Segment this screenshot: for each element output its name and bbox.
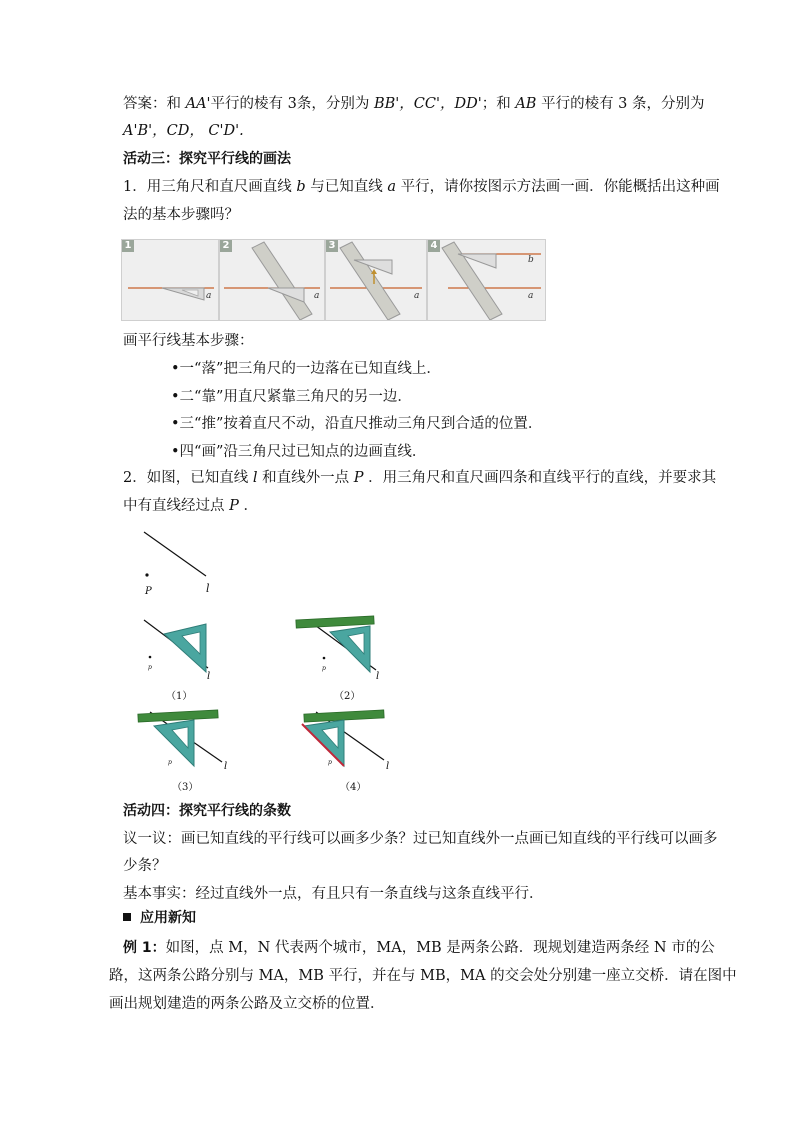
- point-p: [145, 573, 148, 576]
- step-number-3: 3: [326, 240, 338, 252]
- q2-text-a: 2．如图，已知直线: [123, 470, 253, 486]
- q2-line2-c: ．: [238, 498, 258, 514]
- label-p-2: p: [322, 665, 326, 672]
- example-text-1: 如图，点 M，N 代表两个城市，MA，MB 是两条公路．现规划建造两条经 N 市的公: [165, 940, 715, 956]
- label-l-2: l: [376, 671, 380, 682]
- q2-text-c: 和直线外一点: [257, 470, 354, 486]
- step-illustration-4: [428, 240, 545, 320]
- q2-var-l: l: [252, 470, 258, 486]
- step-number-1: 1: [122, 240, 134, 252]
- step-panel-3: [325, 239, 427, 321]
- q1-var-a: a: [387, 179, 397, 195]
- answer-prefix: 答案：和: [123, 96, 186, 112]
- example-label: 例 1：: [123, 940, 166, 956]
- caption-1: （1）: [166, 691, 193, 702]
- label-b-4: b: [528, 255, 534, 265]
- label-p: P: [145, 586, 152, 597]
- line-l: [144, 532, 206, 576]
- example-line-1: [123, 938, 715, 958]
- label-p-3: p: [168, 759, 172, 766]
- answer-mid2: ；和: [481, 96, 516, 112]
- answer-post: 平行的棱有 3 条，分别为: [536, 96, 705, 112]
- ruler-3: [138, 710, 218, 722]
- section-bullet-square: [123, 913, 131, 921]
- step-3: •三“推”按着直尺不动，沿直尺推动三角尺到合适的位置．: [171, 416, 543, 432]
- label-l-1: l: [207, 671, 211, 682]
- example-line-2: 路，这两条公路分别与 MA，MB 平行，并在与 MB，MA 的交会处分别建一座立交桥．请在图中: [109, 968, 737, 984]
- q1-text-a: 1．用三角尺和直尺画直线: [123, 179, 297, 195]
- example-line-3: 画出规划建造的两条公路及立交桥的位置．: [109, 996, 385, 1012]
- activity3-title: 活动三：探究平行线的画法: [123, 151, 291, 167]
- answer-mid: 平行的棱有 3条，分别为: [210, 96, 374, 112]
- answer-line-1: [123, 94, 705, 114]
- label-p-4: p: [328, 759, 332, 766]
- apply-title: 应用新知: [140, 910, 196, 926]
- q1-var-b: b: [296, 179, 306, 195]
- question-1-line-2: 法的基本步骤吗？: [123, 207, 239, 223]
- answer-line-2: A'B'，CD， C'D'.: [123, 123, 244, 139]
- label-a-4: a: [528, 291, 534, 301]
- step-number-4: 4: [428, 240, 440, 252]
- label-p-1: p: [148, 664, 152, 671]
- step-illustration-2: [220, 240, 324, 320]
- question-2-line-2: [123, 496, 258, 516]
- parallel-construction-diagram: [130, 528, 400, 798]
- step-panel-4: [427, 239, 546, 321]
- q2-var-p: P: [353, 470, 364, 486]
- question-2-line-1: [123, 468, 716, 488]
- step-number-2: 2: [220, 240, 232, 252]
- q2-line2-p: P: [229, 498, 239, 514]
- q2-line2-a: 中有直线经过点: [123, 498, 230, 514]
- question-1-line-1: [123, 177, 720, 197]
- step-illustration-3: [326, 240, 426, 320]
- label-l-4: l: [386, 761, 390, 772]
- label-a-3: a: [414, 291, 420, 301]
- label-l-3: l: [224, 761, 228, 772]
- discuss-line-2: 少条？: [123, 858, 167, 874]
- q1-text-c: 与已知直线: [305, 179, 388, 195]
- label-l: l: [206, 582, 210, 595]
- discuss-line-1: 议一议：画已知直线的平行线可以画多少条？过已知直线外一点画已知直线的平行线可以画多: [123, 831, 718, 847]
- q2-text-e: ．用三角尺和直尺画四条和直线平行的直线，并要求其: [363, 470, 717, 486]
- step-panel-1: [121, 239, 219, 321]
- edge-aa: AA': [185, 96, 211, 112]
- edge-list-1: BB'，CC'，DD': [374, 96, 482, 112]
- label-a-2: a: [314, 291, 320, 301]
- caption-2: （2）: [334, 691, 361, 702]
- steps-title: 画平行线基本步骤：: [123, 333, 254, 349]
- step-illustration-1: [122, 240, 218, 320]
- activity4-title: 活动四：探究平行线的条数: [123, 803, 291, 819]
- step-2: •二“靠”用直尺紧靠三角尺的另一边．: [171, 389, 412, 405]
- step-4: •四“画”沿三角尺过已知点的边画直线．: [171, 444, 427, 460]
- step-panel-2: [219, 239, 325, 321]
- step-1: •一“落”把三角尺的一边落在已知直线上．: [171, 361, 441, 377]
- label-a-1: a: [206, 291, 212, 301]
- edge-ab: AB: [515, 96, 537, 112]
- caption-3: （3）: [172, 782, 199, 793]
- q1-text-e: 平行，请你按图示方法画一画．你能概括出这种画: [396, 179, 720, 195]
- ruler-2: [296, 616, 374, 628]
- basic-fact: 基本事实：经过直线外一点，有且只有一条直线与这条直线平行．: [123, 886, 544, 902]
- caption-4: （4）: [340, 782, 367, 793]
